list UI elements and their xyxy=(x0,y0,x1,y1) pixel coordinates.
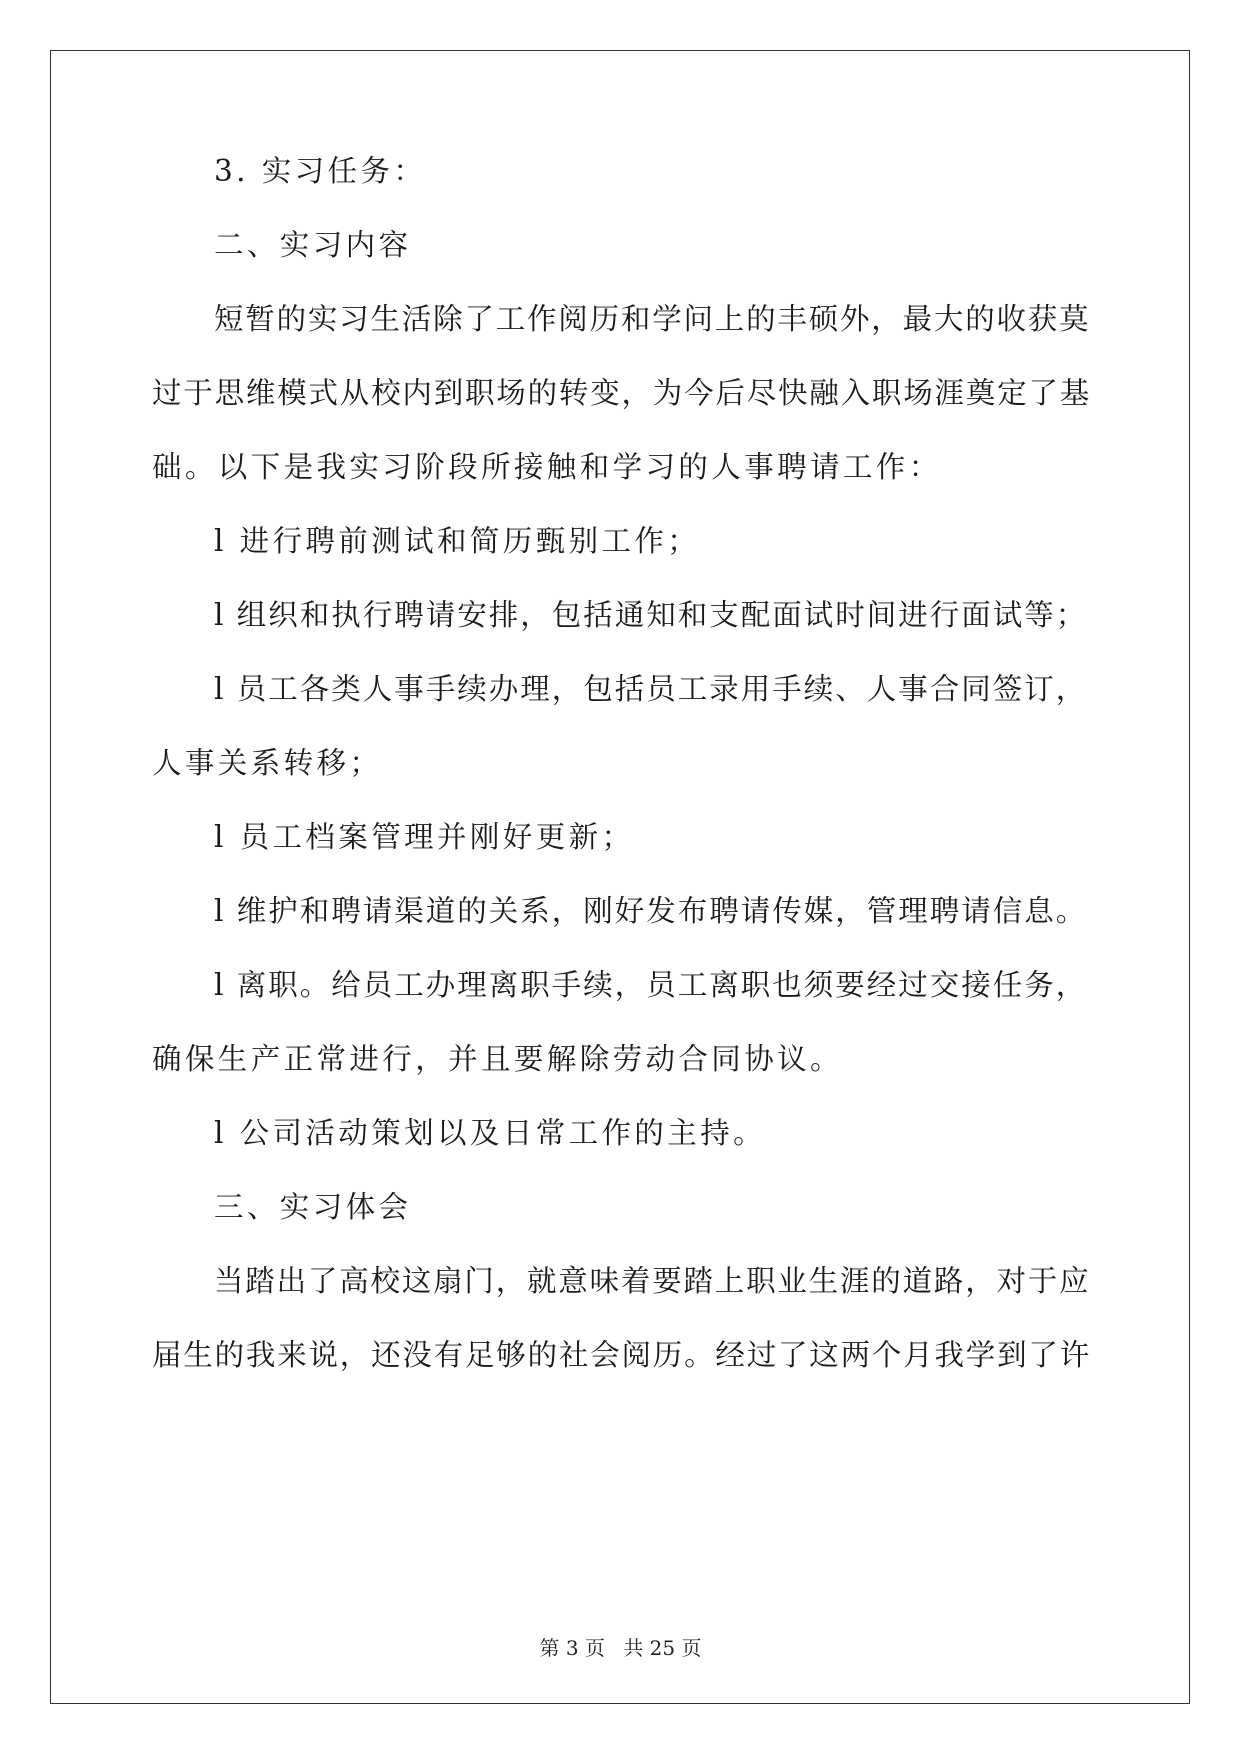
list-item: l 员工各类人事手续办理，包括员工录用手续、人事合同签订， xyxy=(214,672,1088,706)
page-footer xyxy=(0,1632,1241,1661)
list-item-continuation: 确保生产正常进行，并且要解除劳动合同协议。 xyxy=(152,1042,843,1076)
list-item-continuation: 人事关系转移； xyxy=(152,746,383,780)
list-item: l 维护和聘请渠道的关系，刚好发布聘请传媒，管理聘请信息。 xyxy=(214,894,1088,928)
page-number: 第 3 页 xyxy=(539,1636,605,1660)
paragraph-line: 础。以下是我实习阶段所接触和学习的人事聘请工作： xyxy=(152,450,942,484)
list-item: l 离职。给员工办理离职手续，员工离职也须要经过交接任务， xyxy=(214,968,1088,1002)
list-item: l 进行聘前测试和简历甄别工作； xyxy=(214,524,701,558)
list-item: l 公司活动策划以及日常工作的主持。 xyxy=(214,1116,767,1150)
section-heading-experience: 三、实习体会 xyxy=(214,1190,412,1224)
section-heading-content: 二、实习内容 xyxy=(214,228,412,262)
paragraph-line: 届生的我来说，还没有足够的社会阅历。经过了这两个月我学到了许 xyxy=(152,1338,1092,1372)
section-item-tasks: 3. 实习任务： xyxy=(214,154,427,188)
page-total: 共 25 页 xyxy=(623,1636,702,1660)
paragraph-line: 短暂的实习生活除了工作阅历和学问上的丰硕外，最大的收获莫 xyxy=(214,302,1091,336)
paragraph-line: 当踏出了高校这扇门，就意味着要踏上职业生涯的道路，对于应 xyxy=(214,1264,1091,1298)
list-item: l 员工档案管理并刚好更新； xyxy=(214,820,635,854)
list-item: l 组织和执行聘请安排，包括通知和支配面试时间进行面试等； xyxy=(214,598,1088,632)
paragraph-line: 过于思维模式从校内到职场的转变，为今后尽快融入职场涯奠定了基 xyxy=(152,376,1092,410)
